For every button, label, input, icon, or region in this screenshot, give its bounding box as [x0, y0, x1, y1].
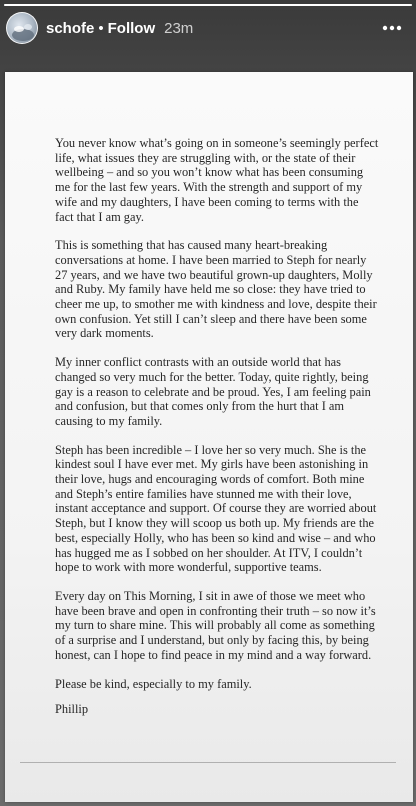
- story-progress-fill: [4, 4, 412, 6]
- letter-text: [55, 136, 380, 731]
- more-dots-icon: [382, 25, 402, 31]
- letter-paragraph-3: My inner conflict contrasts with an outside world that has changed so very much for the better. Today, quite rightly, being gay is a reason to celebrate and be proud. Yes, I am feeling pain and confusion, but that comes only from the hurt that I am causing to my family.: [55, 355, 371, 428]
- letter-image: [5, 72, 413, 802]
- separator-dot: •: [98, 19, 104, 37]
- letter-paragraph-4: Steph has been incredible – I love her so very much. She is the kindest soul I have ever met. My girls have been astonishing in their love, hugs and encouraging words of comfort. Both mine and Steph’s entire families have stunned me with their love, instant acceptance and support. Of course they are worried about Steph, but I know they will scoop us both up. My friends are the best, especially Holly, who has been so kind and wise – and who has hugged me as I sobbed on her shoulder. At ITV, I couldn’t hope to work with more wonderful, supportive teams.: [55, 442, 377, 575]
- letter-paragraph-2: This is something that has caused many heart-breaking conversations at home. I have been married to Steph for nearly 27 years, and we have two beautiful grown-up daughters, Molly and Ruby. My family have held me so close: they have tried to cheer me up, to smother me with kindness and love, despite their own confusion. Yet still I can’t sleep and there have been some very dark moments.: [55, 238, 377, 341]
- story-timestamp: 23m: [164, 19, 194, 37]
- username-link[interactable]: schofe: [46, 19, 95, 37]
- more-options-button[interactable]: [380, 16, 404, 40]
- avatar[interactable]: [6, 12, 38, 44]
- story-header: [0, 10, 416, 46]
- reply-bar-line: [20, 762, 396, 763]
- letter-paragraph-1: You never know what’s going on in someone’s seemingly perfect life, what issues they are struggling with, or the state of their wellbeing – and so you won’t know what has been consuming me for the last few years. With the strength and support of my wife and my daughters, I have been coming to terms with the fact that I am gay.: [55, 136, 379, 224]
- letter-paragraph-6: Please be kind, especially to my family.: [55, 676, 252, 691]
- follow-button[interactable]: Follow: [107, 19, 156, 37]
- letter-signature: Phillip: [55, 702, 89, 717]
- letter-paragraph-5: Every day on This Morning, I sit in awe of those we meet who have been brave and open in confronting their truth – so now it’s my turn to share mine. This will probably all come as something of a surprise and I understand, but only by facing this, by being honest, can I hope to find peace in my mind and a way forward.: [55, 588, 376, 662]
- story-progress-bar: [4, 4, 412, 6]
- avatar-icon: [7, 13, 38, 44]
